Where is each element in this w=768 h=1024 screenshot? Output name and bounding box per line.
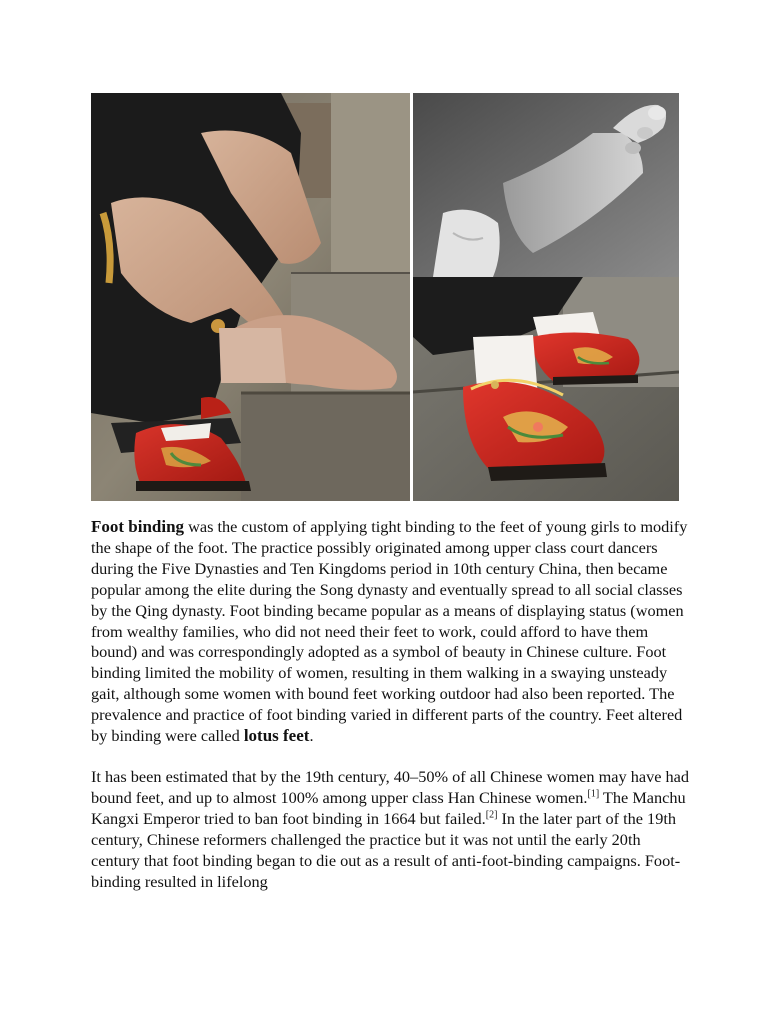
paragraph-1-body: was the custom of applying tight binding to the feet of young girls to modify the shape of the foot. The practice possibly originated among upper class court dancers during the Five Dynasties and Ten Kingdoms period in 10th century China, then became popular among the elite during the Song dynasty and eventually spread to all social classes by the Qing dynasty. Foot binding became popular as a means of displaying status (women from wealthy families, who did not need their feet to work, could afford to have them bound) and was correspondingly adopted as a symbol of beauty in Chinese culture. Foot binding limited the mobility of women, resulting in them walking in a swaying unsteady gait, although some women with bound feet working outdoor had also been reported. The prevalence and practice of foot binding varied in different parts of the country. Feet altered by binding were called xyxy=(91,517,688,746)
woman-bound-foot-illustration xyxy=(91,93,410,501)
lotus-shoes-photo xyxy=(413,277,679,501)
bare-bound-foot-photo xyxy=(413,93,679,277)
photo-collage xyxy=(91,93,679,501)
paragraph-1 xyxy=(91,517,691,747)
woman-bound-foot-photo xyxy=(91,93,410,501)
term-lotus-feet: lotus feet xyxy=(243,726,310,746)
paragraph-2-body-2: The Manchu Kangxi Emperor tried to ban foot binding in 1664 but failed. xyxy=(91,787,686,828)
article-text xyxy=(91,517,691,892)
reference-2-link[interactable]: [2] xyxy=(485,809,498,821)
paragraph-1-end: . xyxy=(309,726,314,746)
paragraph-2-body-3: In the later part of the 19th century, Chinese reformers challenged the practice but it was not until the early 20th century that foot binding began to die out as a result of anti-foot-binding campaigns. Foot-binding resulted in lifelong xyxy=(91,808,681,891)
paragraph-2-body-1: It has been estimated that by the 19th century, 40–50% of all Chinese women may have had bound feet, and up to almost 100% among upper class Han Chinese women. xyxy=(91,766,690,807)
term-foot-binding: Foot binding xyxy=(91,517,185,536)
bare-bound-foot-illustration xyxy=(413,93,679,277)
reference-1-link[interactable]: [1] xyxy=(587,788,600,800)
paragraph-2 xyxy=(91,767,691,892)
lotus-shoes-illustration xyxy=(413,277,679,501)
